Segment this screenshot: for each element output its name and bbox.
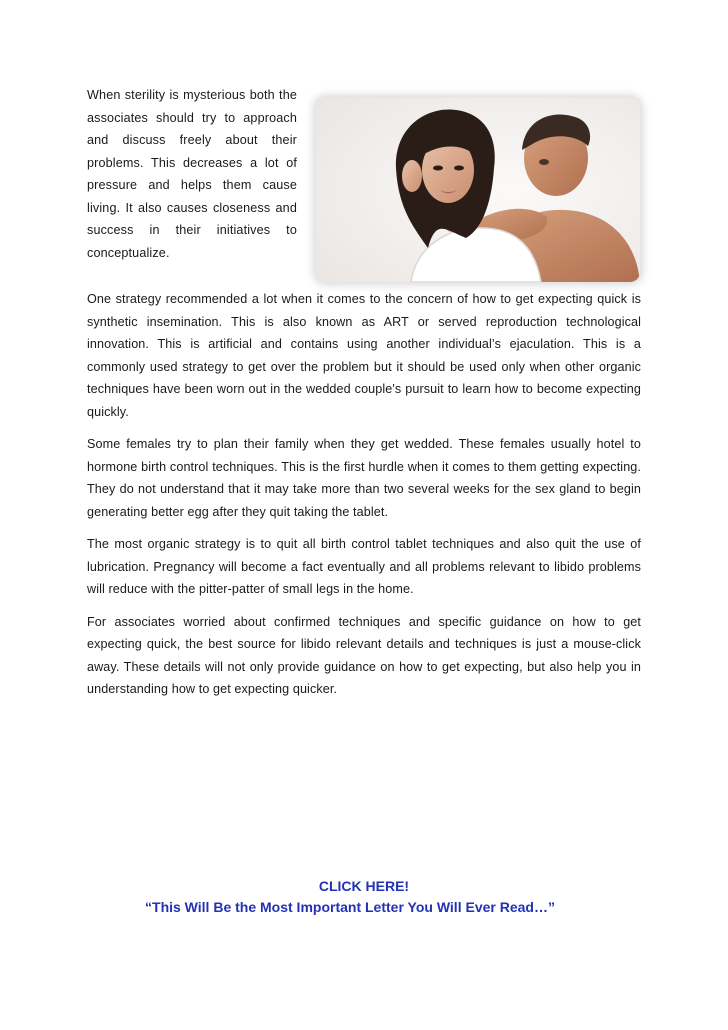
body-paragraph-3: The most organic strategy is to quit all birth control tablet techniques and also quit the use of lubrication. Pregnancy will become a fact eventually and all problems relevant to libido problems will reduce with the pitter-patter of small legs in the home.	[87, 537, 641, 596]
cta-tagline: “This Will Be the Most Important Letter You Will Ever Read…”	[145, 899, 555, 915]
document-page	[87, 84, 641, 711]
body-paragraph-2: Some females try to plan their family when they get wedded. These females usually hotel to hormone birth control techniques. This is the first hurdle when it comes to them getting expecting. They do not understand that it may take more than two several weeks for the sex gland to begin generating better egg after they quit taking the tablet.	[87, 437, 641, 519]
intro-section	[87, 84, 641, 288]
intro-paragraph: When sterility is mysterious both the associates should try to approach and discuss freely about their problems. This decreases a lot of pressure and helps them cause living. It also causes closeness and success in their initiatives to conceptualize.	[87, 88, 297, 260]
call-to-action	[0, 876, 728, 918]
click-here-link[interactable]: CLICK HERE!	[318, 878, 410, 894]
body-paragraph-1: One strategy recommended a lot when it comes to the concern of how to get expecting quick is synthetic insemination. This is also known as ART or served reproduction technological innovation. This is artificial and contains using another individual’s ejaculation. This is a commonly used strategy to get over the problem but it should be used only when other organic techniques have been worn out in the wedded couple's pursuit to learn how to become expecting quickly.	[87, 292, 641, 419]
couple-photo	[316, 98, 640, 282]
body-paragraph-4: For associates worried about confirmed techniques and specific guidance on how to get expecting quick, the best source for libido relevant details and techniques is just a mouse-click away. These details will not only provide guidance on how to get expecting, but also help you in understanding how to get expecting quicker.	[87, 614, 641, 696]
